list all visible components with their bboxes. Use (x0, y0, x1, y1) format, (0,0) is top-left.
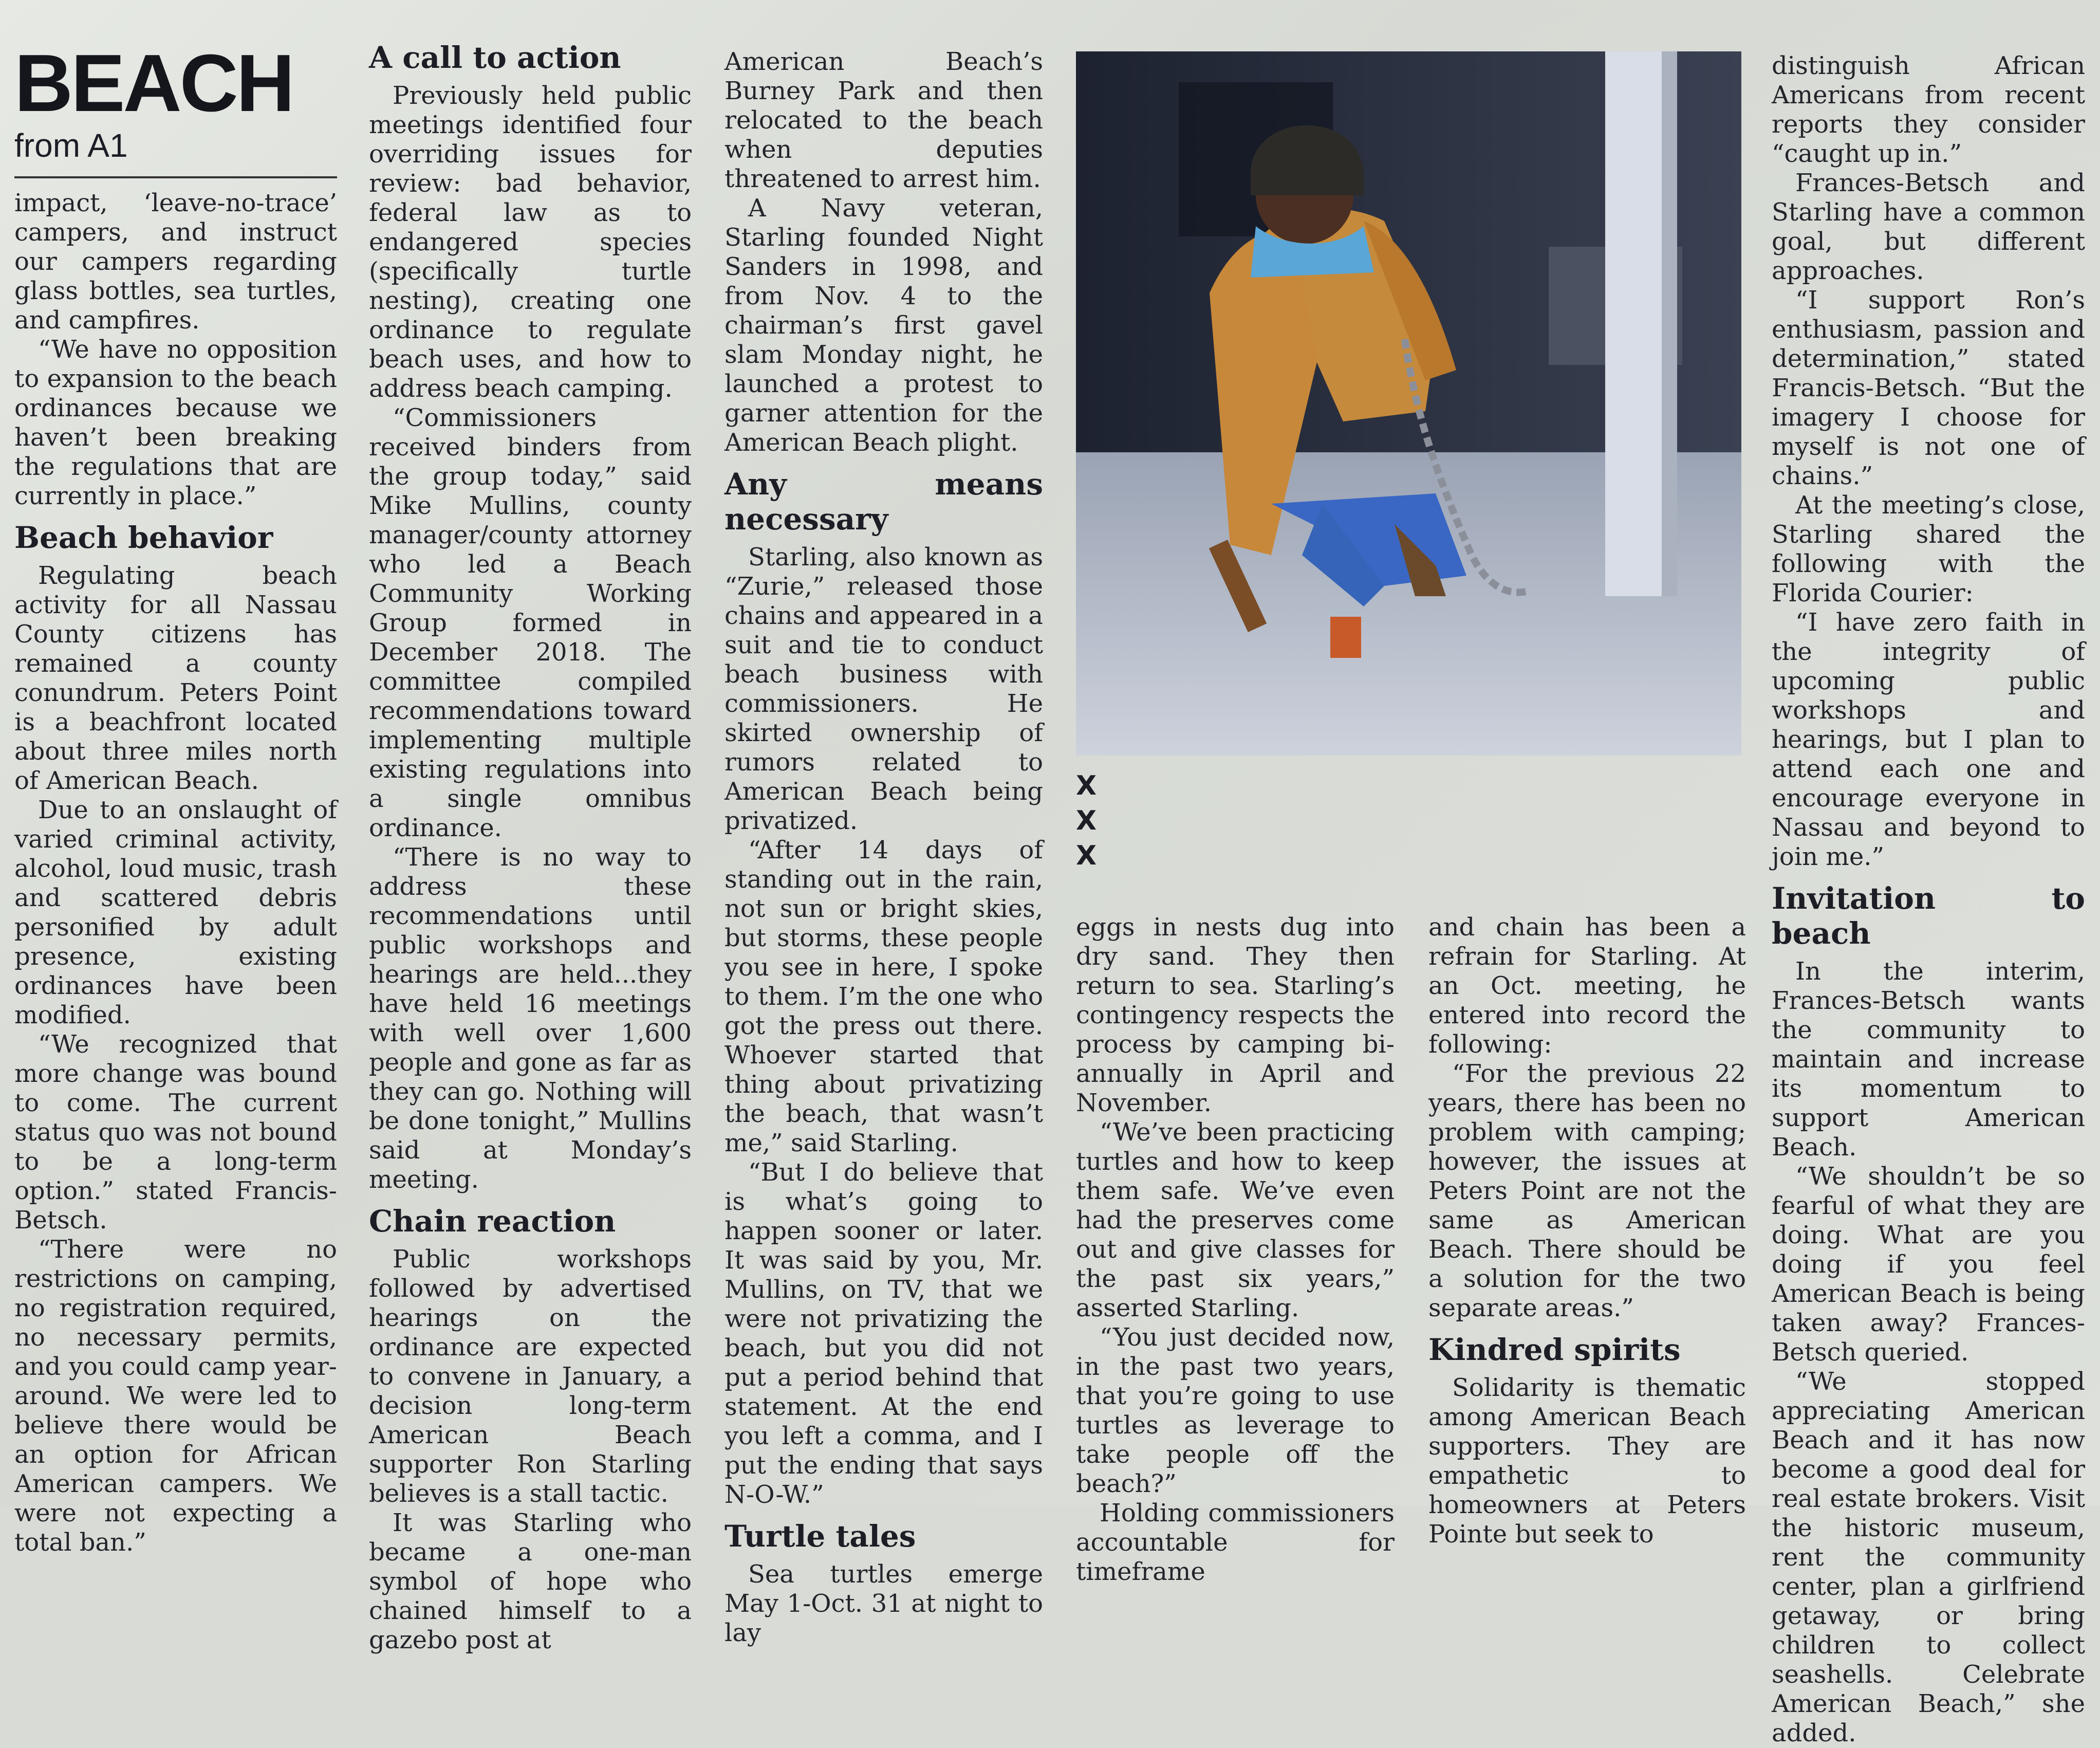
paragraph: and chain has been a refrain for Starling. At an Oct. meeting, he entered into record the following: (1428, 913, 1746, 1059)
paragraph: “We shouldn’t be so fearful of what they are doing. What are you doing if you feel American Beach is being taken away? Frances-Betsch queried. (1772, 1162, 2085, 1367)
paragraph: “I have zero faith in the integrity of upcoming public workshops and hearings, but I plan to attend each one and encourage everyone in Nassau and beyond to join me.” (1772, 608, 2085, 871)
subhead-turtle-tales: Turtle tales (724, 1519, 916, 1554)
subhead-any-means-necessary: Any means necessary (724, 467, 1043, 537)
paragraph: “I support Ron’s enthusiasm, passion and determination,” stated Francis-Betsch. “But the imagery I choose for myself is not one of chains.” (1772, 286, 2085, 490)
paragraph: “We have no opposition to expansion to the beach ordinances because we haven’t been breaking the regulations that are currently in place.” (14, 335, 337, 510)
column-1 (14, 36, 337, 1557)
paragraph: “For the previous 22 years, there has been no problem with camping; however, the issues at Peters Point are not the same as American Beach. There should be a solution for the two separate areas.” (1428, 1059, 1746, 1322)
news-photo (1076, 51, 1741, 756)
jump-from-line: from A1 (14, 126, 337, 178)
paragraph: “We stopped appreciating American Beach and it has now become a good deal for real estate brokers. Visit the historic museum, rent the community center, plan a girlfriend getaway, or bring children to collect seashells. Celebrate American Beach,” she added. (1772, 1367, 2085, 1747)
paragraph: “There is no way to address these recommendations until public workshops and hearings are held...they have held 16 meetings with well over 1,600 people and gone as far as they can go. Nothing will be done tonight,” Mullins said at Monday’s meeting. (369, 843, 692, 1194)
caption-line: X (1076, 840, 1097, 871)
paragraph: impact, ‘leave-no-trace’ campers, and instruct our campers regarding glass bottles, sea turtles, and campfires. (14, 189, 337, 335)
subhead-call-to-action: A call to action (369, 40, 621, 75)
column-4 (1076, 913, 1395, 1587)
column-3 (724, 47, 1043, 1648)
column-6 (1772, 51, 2085, 1748)
paragraph: Due to an onslaught of varied criminal activity, alcohol, loud music, trash and scattered debris personified by adult presence, existing ordinances have been modified. (14, 796, 337, 1029)
paragraph: Regulating beach activity for all Nassau County citizens has remained a county conundrum. Peters Point is a beachfront located about three miles north of American Beach. (14, 561, 337, 795)
photo-caption (1076, 768, 1097, 873)
paragraph: Holding commissioners accountable for timeframe (1076, 1499, 1395, 1586)
paragraph: distinguish African Americans from recent reports they consider “caught up in.” (1772, 51, 2085, 168)
subhead-invitation-to-beach: Invitation to beach (1772, 881, 2085, 951)
paragraph: “But I do believe that is what’s going to happen sooner or later. It was said by you, Mr. Mullins, on TV, that we were not privatizing the beach, but you did not put a period behind that statement. At the end you left a comma, and I put the ending that says N-O-W.” (724, 1158, 1043, 1509)
paragraph: “You just decided now, in the past two years, that you’re going to use turtles as leverage to take people off the beach?” (1076, 1323, 1395, 1498)
paragraph: A Navy veteran, Starling founded Night Sanders in 1998, and from Nov. 4 to the chairman’s first gavel slam Monday night, he launched a protest to garner attention for the American Beach plight. (724, 194, 1043, 457)
paragraph: “We’ve been practicing turtles and how to keep them safe. We’ve even had the preserves come out and give classes for the past six years,” asserted Starling. (1076, 1118, 1395, 1322)
jump-slug: BEACH (14, 38, 293, 128)
column-2 (369, 40, 692, 1655)
paragraph: American Beach’s Burney Park and then relocated to the beach when deputies threatened to arrest him. (724, 47, 1043, 193)
subhead-beach-behavior: Beach behavior (14, 520, 273, 555)
paragraph: “Commissioners received binders from the group today,” said Mike Mullins, county manager/county attorney who led a Beach Community Working Group formed in December 2018. The committee compiled recommendations toward implementing multiple existing regulations into a single omnibus ordinance. (369, 403, 692, 842)
paragraph: “We recognized that more change was bound to come. The current status quo was not bound to be a long-term option.” stated Francis-Betsch. (14, 1030, 337, 1235)
paragraph: Sea turtles emerge May 1-Oct. 31 at night to lay (724, 1560, 1043, 1647)
paragraph: Previously held public meetings identified four overriding issues for review: bad behavior, federal law as to endangered species (specifically turtle nesting), creating one ordinance to regulate beach uses, and how to address beach camping. (369, 81, 692, 403)
paragraph: Solidarity is thematic among American Beach supporters. They are empathetic to homeowners at Peters Pointe but seek to (1428, 1373, 1746, 1549)
caption-line: X (1076, 805, 1097, 836)
paragraph: eggs in nests dug into dry sand. They then return to sea. Starling’s contingency respects the process by camping bi-annually in April and November. (1076, 913, 1395, 1117)
paragraph: Starling, also known as “Zurie,” released those chains and appeared in a suit and tie to conduct beach business with commissioners. He skirted ownership of rumors related to American Beach being privatized. (724, 543, 1043, 835)
paragraph: At the meeting’s close, Starling shared the following with the Florida Courier: (1772, 491, 2085, 608)
paragraph: “There were no restrictions on camping, no registration required, no necessary permits, and you could camp year-around. We were led to believe there would be an option for African American campers. We were not expecting a total ban.” (14, 1235, 337, 1557)
subhead-kindred-spirits: Kindred spirits (1428, 1332, 1681, 1367)
photo-illustration (1076, 51, 1741, 756)
paragraph: In the interim, Frances-Betsch wants the community to maintain and increase its momentum to support American Beach. (1772, 957, 2085, 1162)
column-5 (1428, 913, 1746, 1549)
paragraph: “After 14 days of standing out in the rain, not sun or bright skies, but storms, these people you see in here, I spoke to them. I’m the one who got the press out there. Whoever started that thing about privatizing the beach, that wasn’t me,” said Starling. (724, 836, 1043, 1157)
subhead-chain-reaction: Chain reaction (369, 1204, 616, 1239)
paragraph: It was Starling who became a one-man symbol of hope who chained himself to a gazebo post at (369, 1508, 692, 1654)
paragraph: Public workshops followed by advertised hearings on the ordinance are expected to convene in January, a decision long-term American Beach supporter Ron Starling believes is a stall tactic. (369, 1245, 692, 1508)
caption-line: X (1076, 770, 1097, 801)
paragraph: Frances-Betsch and Starling have a common goal, but different approaches. (1772, 169, 2085, 285)
